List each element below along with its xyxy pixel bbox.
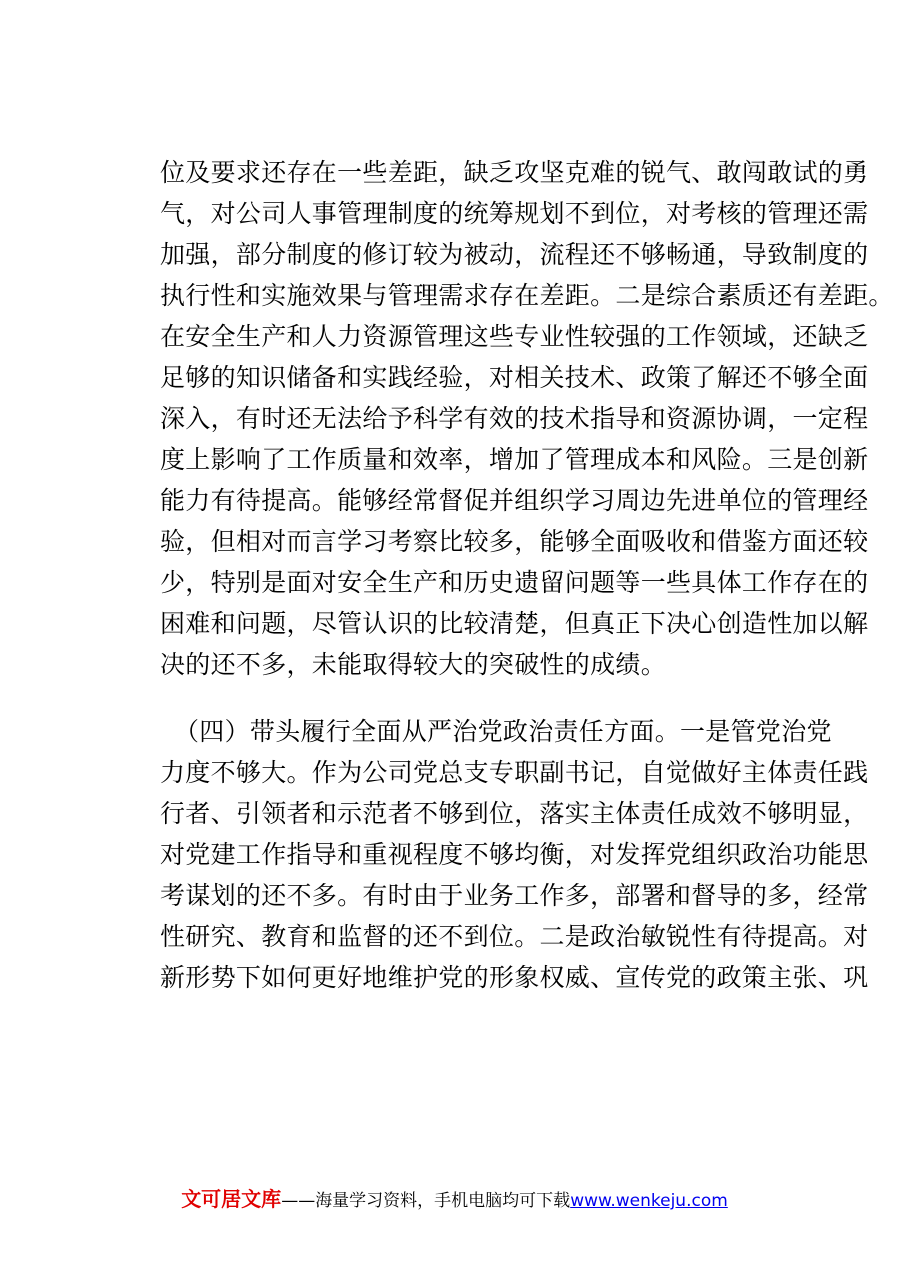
text-line: 考谋划的还不多。有时由于业务工作多，部署和督导的多，经常 bbox=[160, 881, 869, 910]
text-line: 位及要求还存在一些差距，缺乏攻坚克难的锐气、敢闯敢试的勇 bbox=[160, 158, 869, 187]
text-line: 决的还不多，未能取得较大的突破性的成绩。 bbox=[160, 650, 667, 679]
text-line: 少，特别是面对安全生产和历史遗留问题等一些具体工作存在的 bbox=[160, 568, 869, 597]
text-line: 对党建工作指导和重视程度不够均衡，对发挥党组织政治功能思 bbox=[160, 840, 869, 869]
footer-banner bbox=[0, 1183, 909, 1212]
section-heading-line: （四）带头履行全面从严治党政治责任方面。一是管党治党 bbox=[174, 717, 832, 746]
text-line: 在安全生产和人力资源管理这些专业性较强的工作领域，还缺乏 bbox=[160, 322, 869, 351]
text-line: 行者、引领者和示范者不够到位，落实主体责任成效不够明显， bbox=[160, 799, 869, 828]
text-line: 执行性和实施效果与管理需求存在差距。二是综合素质还有差距。 bbox=[160, 281, 894, 310]
text-line: 度上影响了工作质量和效率，增加了管理成本和风险。三是创新 bbox=[160, 445, 869, 474]
footer-link[interactable]: www.wenkeju.com bbox=[570, 1191, 728, 1211]
footer-tagline: ——海量学习资料，手机电脑均可下载 bbox=[281, 1191, 571, 1211]
text-line: 足够的知识储备和实践经验，对相关技术、政策了解还不够全面 bbox=[160, 363, 869, 392]
text-line: 困难和问题，尽管认识的比较清楚，但真正下决心创造性加以解 bbox=[160, 609, 869, 638]
text-line: 深入，有时还无法给予科学有效的技术指导和资源协调，一定程 bbox=[160, 404, 869, 433]
text-line: 性研究、教育和监督的还不到位。二是政治敏锐性有待提高。对 bbox=[160, 922, 869, 951]
footer-brand: 文可居文库 bbox=[181, 1187, 282, 1211]
paragraph-gap bbox=[160, 685, 800, 711]
text-line: 力度不够大。作为公司党总支专职副书记，自觉做好主体责任践 bbox=[160, 758, 869, 787]
text-line: 新形势下如何更好地维护党的形象权威、宣传党的政策主张、巩 bbox=[160, 963, 869, 992]
text-line: 加强，部分制度的修订较为被动，流程还不够畅通，导致制度的 bbox=[160, 240, 869, 269]
text-line: 能力有待提高。能够经常督促并组织学习周边先进单位的管理经 bbox=[160, 486, 869, 515]
text-line: 验，但相对而言学习考察比较多，能够全面吸收和借鉴方面还较 bbox=[160, 527, 869, 556]
document-body bbox=[160, 152, 894, 998]
text-line: 气，对公司人事管理制度的统筹规划不到位，对考核的管理还需 bbox=[160, 199, 869, 228]
